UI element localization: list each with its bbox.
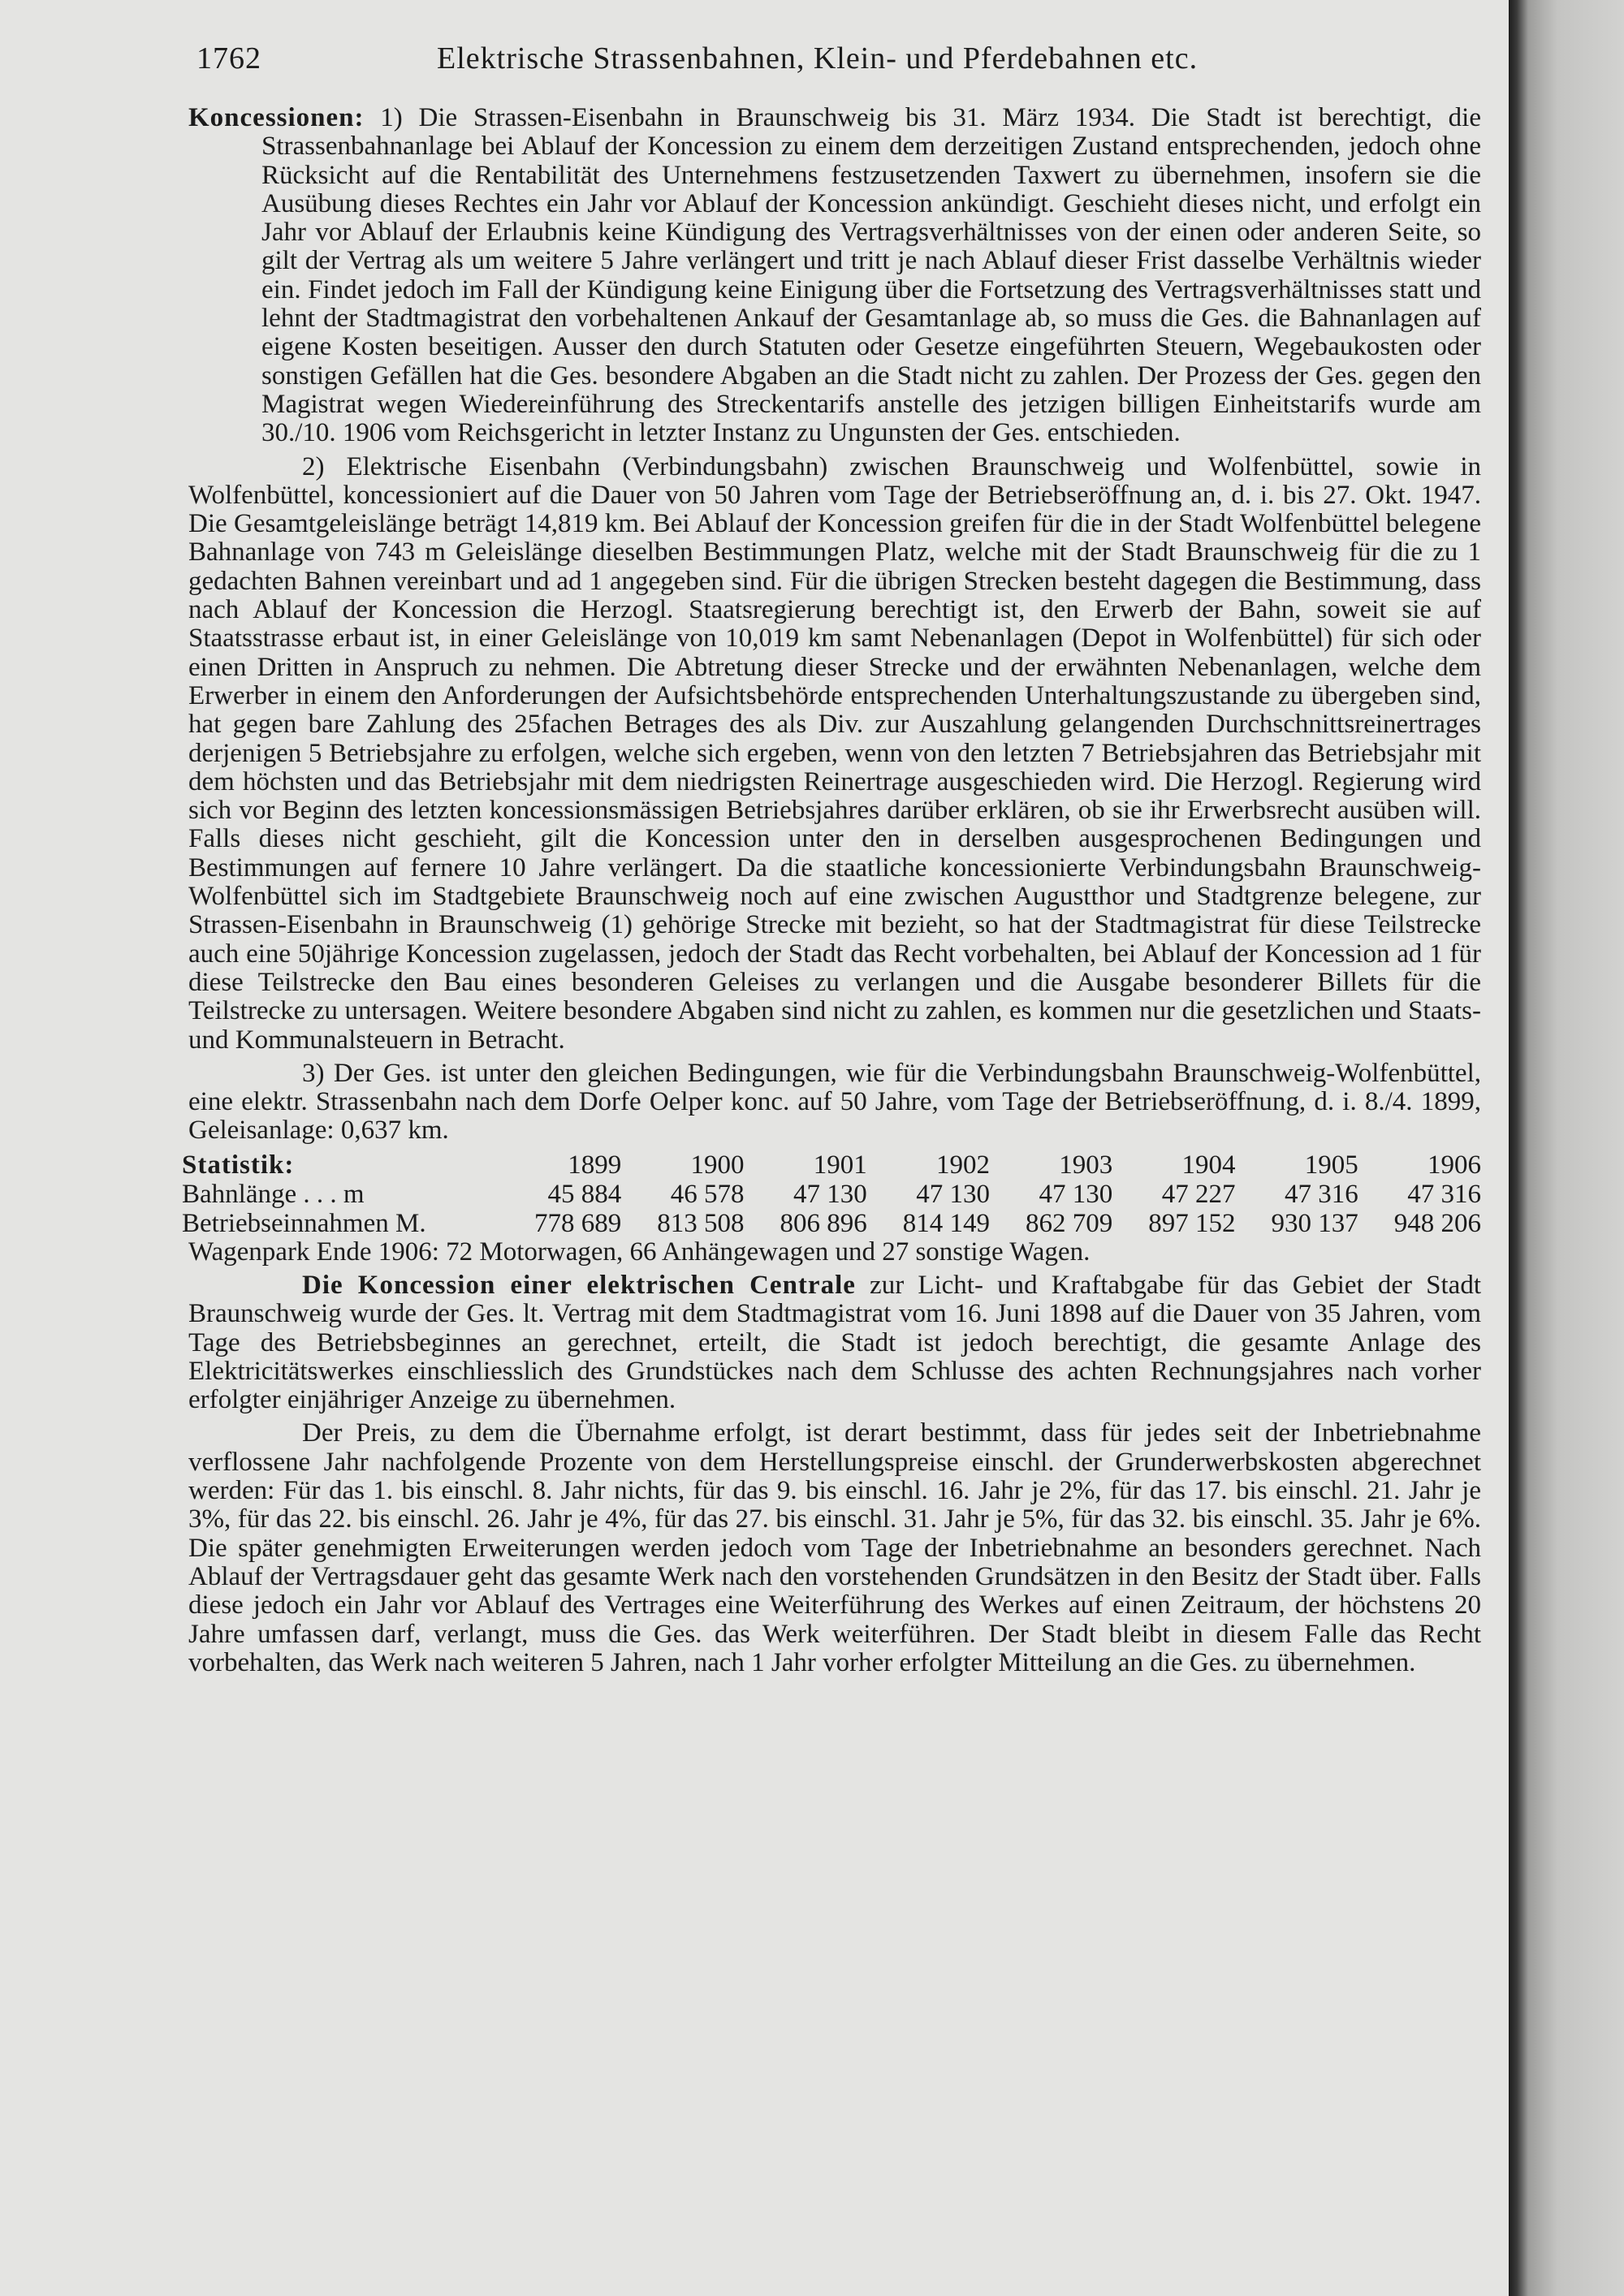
value-cell: 47 316 (1285, 1179, 1358, 1209)
statistik-years-row (182, 1150, 1481, 1180)
year-cell: 1901 (813, 1150, 867, 1180)
year-cell: 1905 (1304, 1150, 1358, 1180)
running-header (197, 41, 1252, 89)
value-cell: 47 130 (793, 1179, 867, 1209)
year-cell: 1900 (690, 1150, 745, 1180)
statistik-heading: Statistik: (182, 1150, 295, 1180)
value-cell: 930 137 (1271, 1208, 1358, 1238)
value-cell: 47 130 (916, 1179, 990, 1209)
value-cell: 814 149 (902, 1208, 990, 1238)
year-cell: 1904 (1181, 1150, 1236, 1180)
value-cell: 813 508 (657, 1208, 745, 1238)
year-cell: 1903 (1059, 1150, 1113, 1180)
row-label: Bahnlänge . . . m (182, 1179, 365, 1209)
value-cell: 47 227 (1161, 1179, 1236, 1209)
konzessionen-item-2: 2) Elektrische Eisenbahn (Verbindungsbahn) zwischen Braunschweig und Wolfenbüttel, sowie in Wolfenbüttel, koncessioniert auf die Dauer von 50 Jahren vom Tage der Betriebseröffnung an, d. i. bis 27. Okt. 1947. Die Gesamtgeleislänge beträgt 14,819 km. Bei Ablauf der Koncession greifen für die in der Stadt Wolfenbüttel belegene Bahnanlage von 743 m Geleislänge dieselben Bestimmungen Platz, welche mit der Stadt Braunschweig für die zu 1 gedachten Bahnen vereinbart und ad 1 angegeben sind. Für die übrigen Strecken besteht dagegen die Bestimmung, dass nach Ablauf der Koncession die Herzogl. Staatsregierung berechtigt ist, den Erwerb der Bahn, soweit sie auf Staatsstrasse erbaut ist, in einer Geleislänge von 10,019 km samt Nebenanlagen (Depot in Wolfenbüttel) für sich oder einen Dritten in Anspruch zu nehmen. Die Abtretung dieser Strecke und der erwähnten Nebenanlagen, welche dem Erwerber in einem den Anforderungen der Aufsichtsbehörde entsprechenden Unterhaltungszustande zu übergeben sind, hat gegen bare Zahlung des 25fachen Betrages des als Div. zur Auszahlung gelangenden Durchschnittsreinertrages derjenigen 5 Betriebsjahre zu erfolgen, welche sich ergeben, wenn von den letzten 7 Betriebsjahren das Betriebsjahr mit dem höchsten und das Betriebsjahr mit dem niedrigsten Reinertrage ausgeschieden wird. Die Herzogl. Regierung wird sich vor Beginn des letzten koncessionsmässigen Betriebsjahres darüber erklären, ob sie ihr Erwerbsrecht ausüben will. Falls dieses nicht geschieht, gilt die Koncession unter den in derselben ausgesprochenen Bedingungen und Bestimmungen auf fernere 10 Jahre verlängert. Da die staatliche koncessionierte Verbindungsbahn Braunschweig-Wolfenbüttel sich im Stadtgebiete Braunschweig noch auf eine zwischen Augustthor und Stadtgrenze belegene, zur Strassen-Eisenbahn in Braunschweig (1) gehörige Strecke mit bezieht, so hat der Stadtmagistrat für diese Teilstrecke auch eine 50jährige Koncession zugelassen, jedoch der Stadt das Recht vorbehalten, bei Ablauf der Koncession ad 1 für diese Teilstrecke den Bau eines besonderen Geleises zu verlangen und die Ausgabe besonderer Billets für die Teilstrecke zu untersagen. Weitere besondere Abgaben sind nicht zu zahlen, es kommen nur die gesetzlichen und Staats- und Kommunalsteuern in Betracht. (188, 451, 1481, 1055)
konzessionen-heading: Koncessionen: (188, 103, 365, 132)
value-cell: 897 152 (1148, 1208, 1236, 1238)
running-title: Elektrische Strassenbahnen, Klein- und Pferdebahnen etc. (437, 41, 1199, 76)
page-body (182, 103, 1481, 1677)
page-number: 1762 (197, 41, 261, 76)
row-label: Betriebseinnahmen M. (182, 1208, 426, 1238)
book-gutter (1509, 0, 1624, 2296)
statistik-table (182, 1150, 1481, 1238)
year-cell: 1902 (936, 1150, 990, 1180)
value-cell: 47 316 (1407, 1179, 1481, 1209)
value-cell: 806 896 (780, 1208, 867, 1238)
centrale-lead: Die Koncession einer elektrischen Centrale (302, 1270, 856, 1300)
year-cell: 1899 (568, 1150, 622, 1180)
wagenpark-line: Wagenpark Ende 1906: 72 Motorwagen, 66 Anhängewagen und 27 sonstige Wagen. (188, 1236, 1091, 1267)
table-row-betriebseinnahmen (182, 1209, 1481, 1238)
table-row-bahnlaenge (182, 1180, 1481, 1209)
konzessionen-item-1-text: 1) Die Strassen-Eisenbahn in Braunschweig bis 31. März 1934. Die Stadt ist berechtigt, die Strassenbahnanlage bei Ablauf der Koncession zu einem dem derzeitigen Zustand entsprechenden, jedoch ohne Rücksicht auf die Rentabilität des Unternehmens festzusetzenden Taxwert zu übernehmen, insofern sie die Ausübung dieses Rechtes ein Jahr vor Ablauf der Koncession ankündigt. Geschieht dieses nicht, und erfolgt ein Jahr vor Ablauf der Erlaubnis keine Kündigung des Vertragsverhältnisses von der einen oder anderen Seite, so gilt der Vertrag als um weitere 5 Jahre verlängert und tritt je nach Ablauf dieser Frist dasselbe Verhältnis wieder ein. Findet jedoch im Fall der Kündigung keine Einigung über die Fortsetzung des Vertragsverhältnisses statt und lehnt der Stadtmagistrat den vorbehaltenen Ankauf der Gesamtanlage ab, so muss die Ges. die Bahnanlagen auf eigene Kosten beseitigen. Ausser den durch Statuten oder Gesetze eingeführten Steuern, Wegebaukosten oder sonstigen Gefällen hat die Ges. besondere Abgaben an die Stadt nicht zu zahlen. Der Prozess der Ges. gegen den Magistrat wegen Wiedereinführung des Streckentarifs anstelle des jetzigen billigen Einheitstarifs wurde am 30./10. 1906 vom Reichsgericht in letzter Instanz zu Ungunsten der Ges. entschieden. (261, 103, 1481, 448)
statistik-section (182, 1150, 1481, 1238)
konzessionen-item-3: 3) Der Ges. ist unter den gleichen Bedingungen, wie für die Verbindungsbahn Braunschweig-Wolfenbüttel, eine elektr. Strassenbahn nach dem Dorfe Oelper konc. auf 50 Jahre, vom Tage der Betriebseröffnung, d. i. 8./4. 1899, Geleisanlage: 0,637 km. (188, 1058, 1481, 1146)
value-cell: 862 709 (1026, 1208, 1113, 1238)
value-cell: 47 130 (1039, 1179, 1113, 1209)
konzessionen-item-1 (188, 104, 1481, 448)
value-cell: 46 578 (670, 1179, 745, 1209)
centrale-text: zur Licht- und Kraftabgabe für das Gebiet der Stadt Braunschweig wurde der Ges. lt. Vertrag mit dem Stadtmagistrat vom 16. Juni 1898 auf die Dauer von 35 Jahren, vom Tage des Betriebsbeginnes an gerechnet, erteilt, die Stadt ist jedoch berechtigt, die gesamte Anlage des Elektricitätswerkes einschliesslich des Grundstückes nach dem Schlusse des achten Rechnungsjahres nach vorher erfolgter einjähriger Anzeige zu übernehmen. (188, 1270, 1481, 1415)
year-cell: 1906 (1427, 1150, 1481, 1180)
preis-paragraph: Der Preis, zu dem die Übernahme erfolgt, ist derart bestimmt, dass für jedes seit der Inbetriebnahme verflossene Jahr nachfolgende Prozente von dem Herstellungspreise einschl. der Grunderwerbskosten abgerechnet werden: Für das 1. bis einschl. 8. Jahr nichts, für das 9. bis einschl. 16. Jahr je 2%, für das 17. bis einschl. 21. Jahr je 3%, für das 22. bis einschl. 26. Jahr je 4%, für das 27. bis einschl. 31. Jahr je 5%, für das 32. bis einschl. 35. Jahr je 6%. Die später genehmigten Erweiterungen werden jedoch vom Tage der Inbetriebnahme an besonders gerechnet. Nach Ablauf der Vertragsdauer geht das gesamte Werk nach den vorstehenden Grundsätzen in den Besitz der Stadt über. Falls diese jedoch ein Jahr vor Ablauf des Vertrages eine Weiterführung des Werkes auf einen Zeitraum, der höchstens 20 Jahre umfassen darf, verlangt, muss die Ges. das Werk weiterführen. Der Stadt bleibt in diesem Falle das Recht vorbehalten, das Werk nach weiteren 5 Jahren, nach 1 Jahr vorher erfolgter Mitteilung an die Ges. zu übernehmen. (188, 1418, 1481, 1677)
value-cell: 948 206 (1393, 1208, 1481, 1238)
value-cell: 45 884 (547, 1179, 622, 1209)
centrale-paragraph (188, 1271, 1481, 1414)
value-cell: 778 689 (534, 1208, 622, 1238)
